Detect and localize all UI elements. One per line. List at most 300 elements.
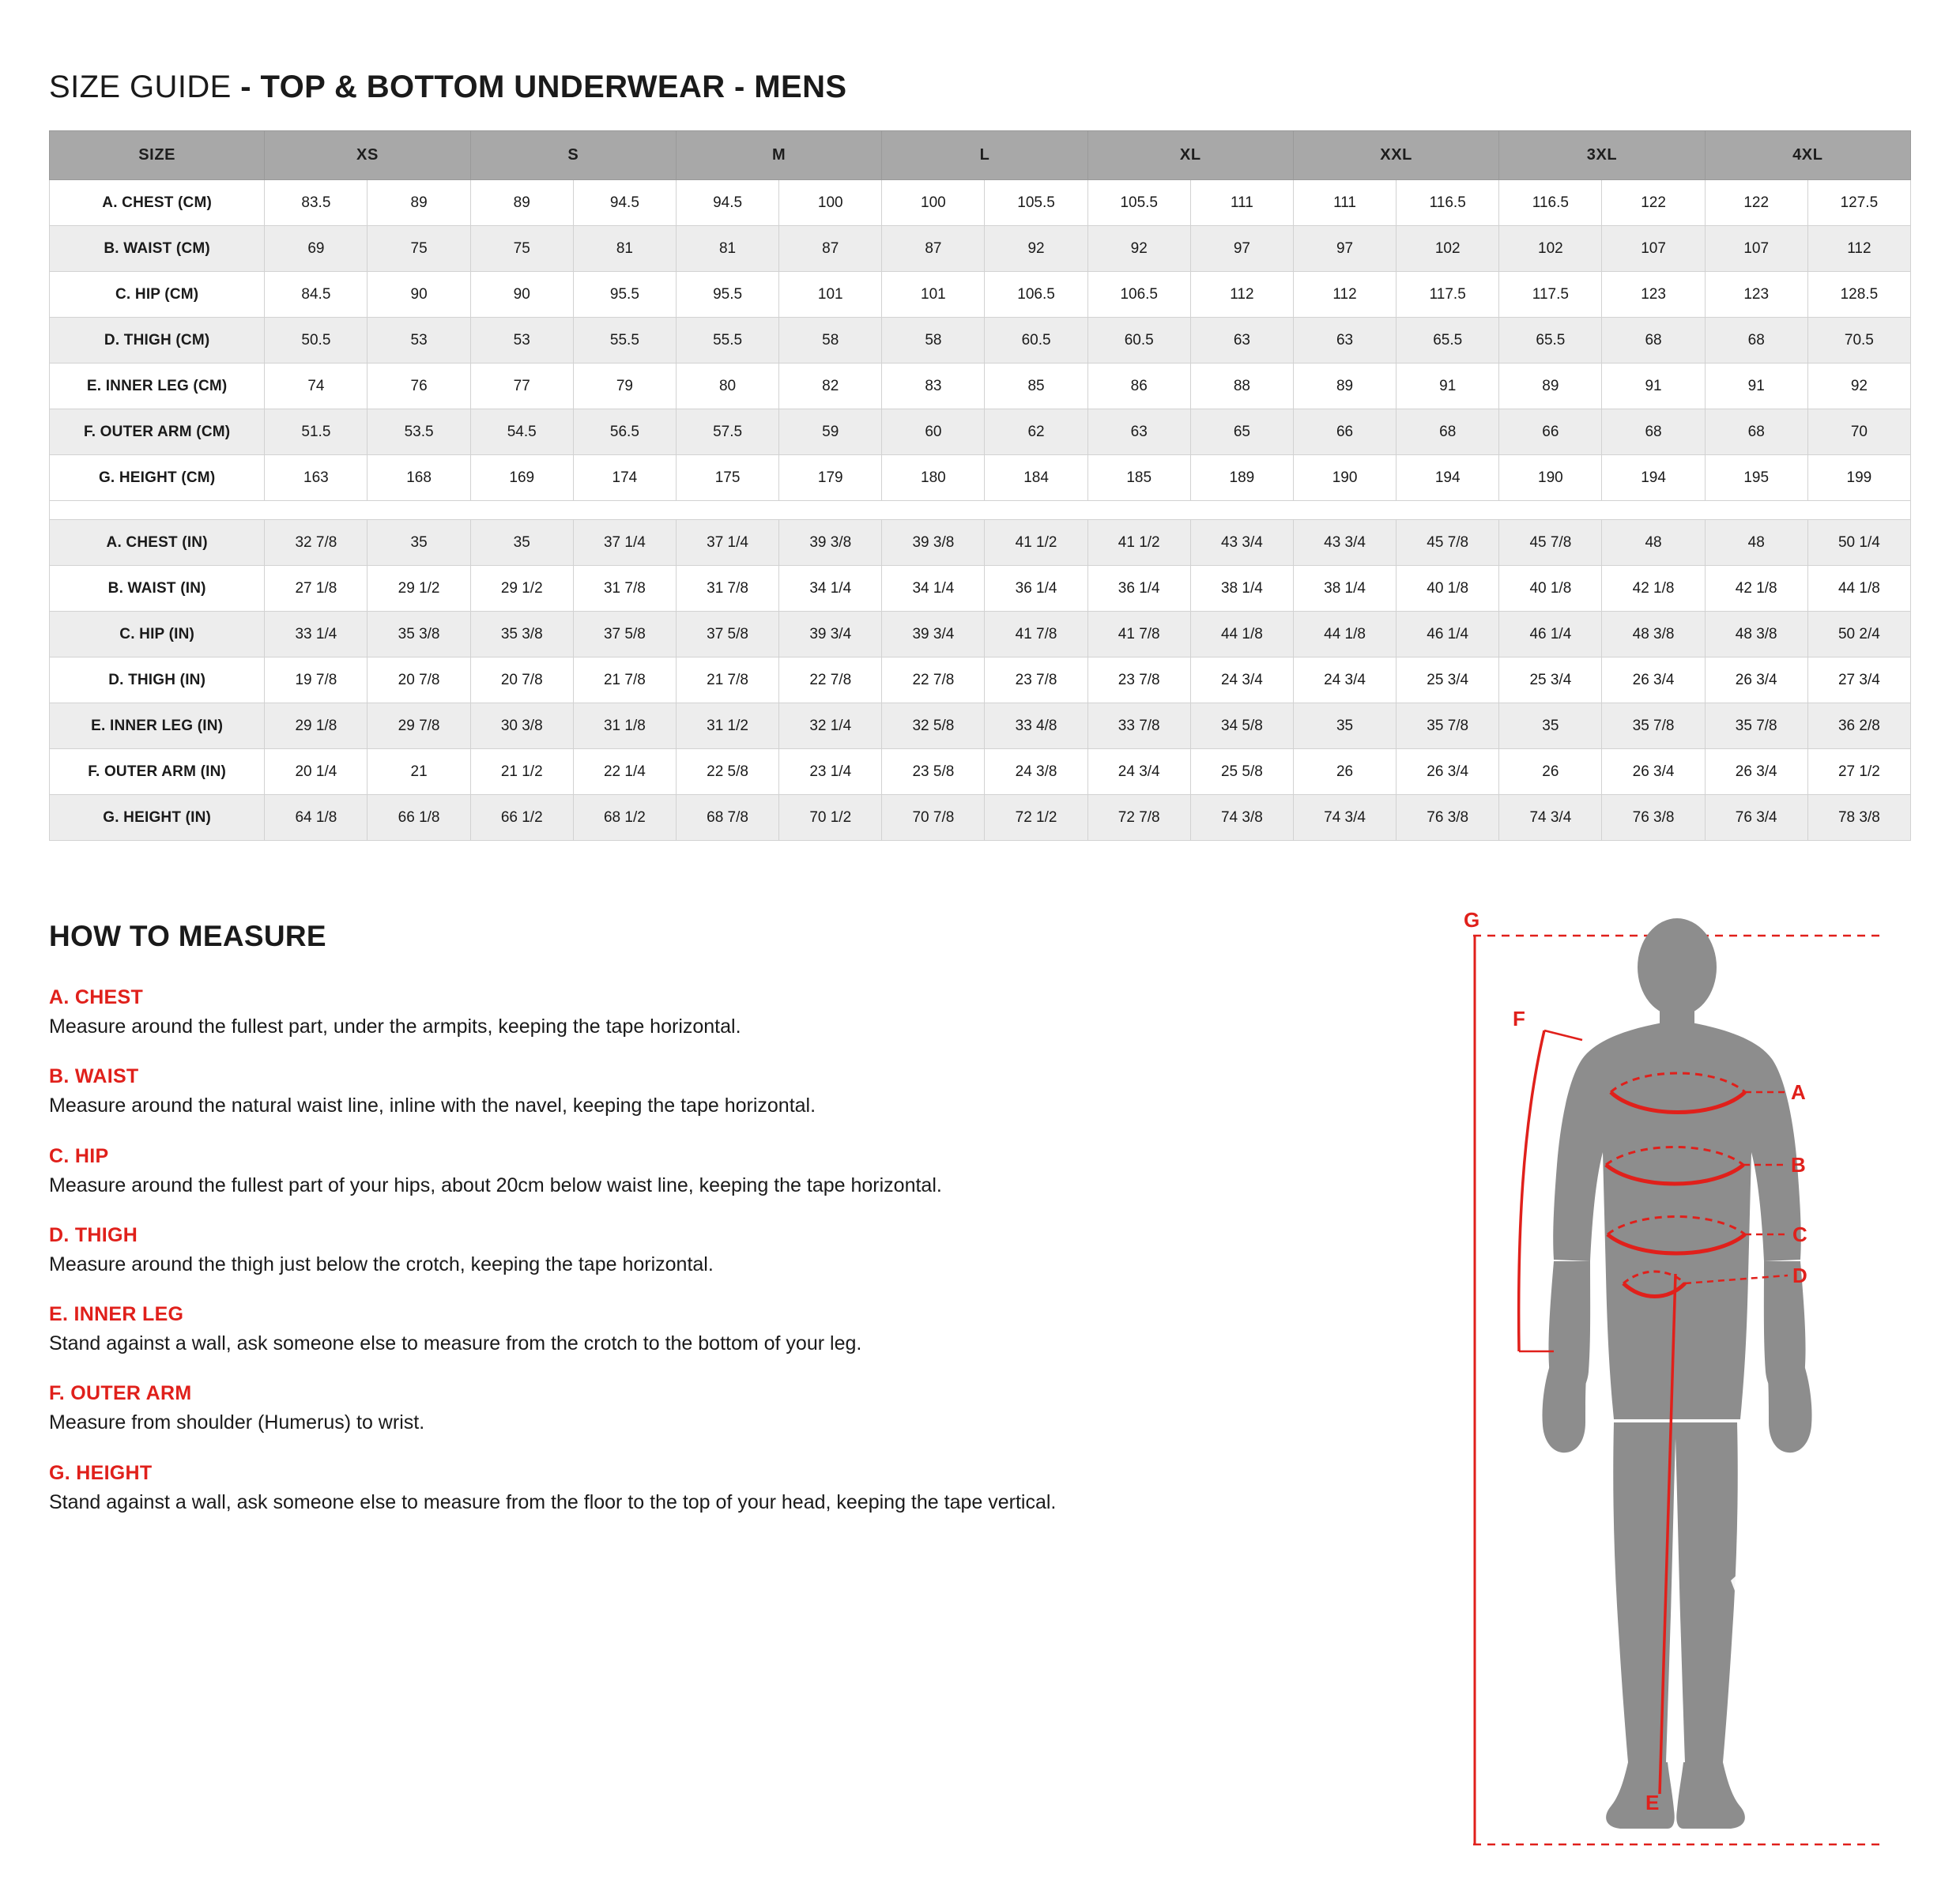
table-cell: 60.5 — [1087, 318, 1190, 364]
page-title — [49, 70, 1911, 105]
body-diagram-svg — [1456, 904, 1898, 1876]
table-cell: 194 — [1602, 455, 1705, 501]
table-cell: 44 1/8 — [1190, 612, 1293, 657]
row-label: F. OUTER ARM (IN) — [50, 749, 265, 795]
row-label: F. OUTER ARM (CM) — [50, 409, 265, 455]
table-cell: 72 1/2 — [985, 795, 1087, 841]
table-row — [50, 180, 1911, 226]
figure-label-d: D — [1792, 1264, 1807, 1287]
page-title-light: SIZE GUIDE — [49, 70, 232, 104]
table-cell: 35 — [1293, 703, 1396, 749]
table-cell: 163 — [265, 455, 368, 501]
table-cell: 105.5 — [985, 180, 1087, 226]
table-cell: 63 — [1087, 409, 1190, 455]
size-column-header-4xl: 4XL — [1705, 131, 1910, 180]
table-cell: 43 3/4 — [1293, 520, 1396, 566]
table-cell: 97 — [1293, 226, 1396, 272]
table-cell: 62 — [985, 409, 1087, 455]
table-cell: 25 3/4 — [1499, 657, 1602, 703]
table-cell: 41 1/2 — [985, 520, 1087, 566]
page-title-bold: - TOP & BOTTOM UNDERWEAR - MENS — [240, 70, 847, 104]
table-cell: 105.5 — [1087, 180, 1190, 226]
table-row — [50, 520, 1911, 566]
table-cell: 190 — [1293, 455, 1396, 501]
table-cell: 85 — [985, 364, 1087, 409]
table-cell: 74 3/4 — [1499, 795, 1602, 841]
table-cell: 100 — [779, 180, 882, 226]
table-cell: 58 — [882, 318, 985, 364]
table-cell: 35 7/8 — [1396, 703, 1499, 749]
row-label: G. HEIGHT (IN) — [50, 795, 265, 841]
table-cell: 101 — [779, 272, 882, 318]
table-cell: 26 3/4 — [1705, 749, 1807, 795]
table-cell: 92 — [1807, 364, 1910, 409]
table-cell: 43 3/4 — [1190, 520, 1293, 566]
table-cell: 55.5 — [573, 318, 676, 364]
table-cell: 179 — [779, 455, 882, 501]
table-row — [50, 409, 1911, 455]
table-cell: 25 5/8 — [1190, 749, 1293, 795]
table-cell: 185 — [1087, 455, 1190, 501]
table-row — [50, 749, 1911, 795]
size-column-header-l: L — [882, 131, 1087, 180]
table-cell: 83 — [882, 364, 985, 409]
table-cell: 91 — [1705, 364, 1807, 409]
table-cell: 60.5 — [985, 318, 1087, 364]
table-spacer-row — [50, 501, 1911, 520]
size-column-header-xxl: XXL — [1293, 131, 1498, 180]
figure-label-a: A — [1791, 1080, 1806, 1104]
table-cell: 68 — [1602, 318, 1705, 364]
table-cell: 95.5 — [573, 272, 676, 318]
measure-item-text: Stand against a wall, ask someone else to measure from the floor to the top of your head, keeping the tape vertical. — [49, 1490, 1057, 1513]
table-cell: 35 7/8 — [1705, 703, 1807, 749]
table-cell: 82 — [779, 364, 882, 409]
table-row — [50, 795, 1911, 841]
table-cell: 123 — [1602, 272, 1705, 318]
table-cell: 116.5 — [1396, 180, 1499, 226]
table-cell: 89 — [368, 180, 470, 226]
table-cell: 89 — [1499, 364, 1602, 409]
measure-item-heading: D. THIGH — [49, 1223, 138, 1246]
measure-item-text: Measure around the natural waist line, inline with the navel, keeping the tape horizontal. — [49, 1094, 816, 1117]
measure-item-heading: A. CHEST — [49, 986, 144, 1008]
table-cell: 106.5 — [985, 272, 1087, 318]
table-cell: 107 — [1602, 226, 1705, 272]
measure-item-text: Measure around the fullest part, under the armpits, keeping the tape horizontal. — [49, 1015, 741, 1038]
table-cell: 32 7/8 — [265, 520, 368, 566]
table-cell: 19 7/8 — [265, 657, 368, 703]
table-cell: 180 — [882, 455, 985, 501]
table-cell: 21 — [368, 749, 470, 795]
table-cell: 45 7/8 — [1396, 520, 1499, 566]
figure-label-e: E — [1645, 1791, 1660, 1814]
measure-item-heading: B. WAIST — [49, 1065, 139, 1088]
row-label: D. THIGH (IN) — [50, 657, 265, 703]
table-row — [50, 703, 1911, 749]
size-table — [49, 130, 1911, 841]
table-cell: 53.5 — [368, 409, 470, 455]
table-cell: 117.5 — [1499, 272, 1602, 318]
row-label: C. HIP (CM) — [50, 272, 265, 318]
table-cell: 94.5 — [676, 180, 778, 226]
table-cell: 57.5 — [676, 409, 778, 455]
table-cell: 81 — [676, 226, 778, 272]
measure-item-text: Measure around the fullest part of your hips, about 20cm below waist line, keeping the tape horizontal. — [49, 1174, 942, 1196]
table-cell: 111 — [1190, 180, 1293, 226]
table-cell: 40 1/8 — [1396, 566, 1499, 612]
table-cell: 25 3/4 — [1396, 657, 1499, 703]
table-cell: 20 7/8 — [368, 657, 470, 703]
table-cell: 38 1/4 — [1293, 566, 1396, 612]
table-cell: 22 1/4 — [573, 749, 676, 795]
table-cell: 92 — [1087, 226, 1190, 272]
measure-item-g-height — [49, 1462, 1456, 1515]
table-cell: 122 — [1602, 180, 1705, 226]
table-cell: 23 1/4 — [779, 749, 882, 795]
table-cell: 92 — [985, 226, 1087, 272]
table-cell: 26 3/4 — [1602, 657, 1705, 703]
measure-item-heading: E. INNER LEG — [49, 1303, 184, 1325]
table-cell: 41 7/8 — [985, 612, 1087, 657]
table-cell: 53 — [368, 318, 470, 364]
measure-item-heading: F. OUTER ARM — [49, 1382, 192, 1405]
row-label: D. THIGH (CM) — [50, 318, 265, 364]
table-cell: 76 3/8 — [1396, 795, 1499, 841]
table-cell: 39 3/8 — [779, 520, 882, 566]
table-cell: 74 3/4 — [1293, 795, 1396, 841]
table-cell: 40 1/8 — [1499, 566, 1602, 612]
table-cell: 35 3/8 — [368, 612, 470, 657]
table-cell: 122 — [1705, 180, 1807, 226]
measurement-figure — [1456, 904, 1898, 1876]
figure-label-b: B — [1791, 1153, 1806, 1177]
table-cell: 111 — [1293, 180, 1396, 226]
table-cell: 46 1/4 — [1499, 612, 1602, 657]
table-cell: 123 — [1705, 272, 1807, 318]
table-cell: 48 — [1602, 520, 1705, 566]
table-cell: 36 1/4 — [985, 566, 1087, 612]
table-cell: 78 3/8 — [1807, 795, 1910, 841]
table-cell: 26 — [1499, 749, 1602, 795]
table-cell: 74 3/8 — [1190, 795, 1293, 841]
table-cell: 107 — [1705, 226, 1807, 272]
table-cell: 44 1/8 — [1807, 566, 1910, 612]
table-cell: 112 — [1293, 272, 1396, 318]
table-cell: 56.5 — [573, 409, 676, 455]
table-cell: 39 3/8 — [882, 520, 985, 566]
table-cell: 66 1/2 — [470, 795, 573, 841]
table-cell: 31 1/8 — [573, 703, 676, 749]
table-cell: 66 — [1293, 409, 1396, 455]
table-cell: 70 7/8 — [882, 795, 985, 841]
table-cell: 65.5 — [1396, 318, 1499, 364]
table-cell: 29 1/2 — [368, 566, 470, 612]
table-cell: 24 3/4 — [1087, 749, 1190, 795]
table-cell: 26 3/4 — [1602, 749, 1705, 795]
row-label: E. INNER LEG (CM) — [50, 364, 265, 409]
table-cell: 70 1/2 — [779, 795, 882, 841]
table-cell: 34 1/4 — [882, 566, 985, 612]
table-cell: 91 — [1396, 364, 1499, 409]
table-cell: 112 — [1807, 226, 1910, 272]
table-cell: 63 — [1190, 318, 1293, 364]
table-cell: 29 7/8 — [368, 703, 470, 749]
table-cell: 76 3/8 — [1602, 795, 1705, 841]
figure-column — [1456, 896, 1911, 1876]
table-cell: 54.5 — [470, 409, 573, 455]
table-cell: 102 — [1396, 226, 1499, 272]
table-cell: 174 — [573, 455, 676, 501]
table-cell: 24 3/4 — [1190, 657, 1293, 703]
spacer-cell — [50, 501, 1911, 520]
row-label: A. CHEST (IN) — [50, 520, 265, 566]
table-cell: 91 — [1602, 364, 1705, 409]
table-cell: 64 1/8 — [265, 795, 368, 841]
how-to-measure-column — [49, 896, 1456, 1876]
table-cell: 37 1/4 — [676, 520, 778, 566]
measure-item-f-outer-arm — [49, 1382, 1456, 1435]
table-row — [50, 226, 1911, 272]
size-column-header-3xl: 3XL — [1499, 131, 1705, 180]
size-table-corner: SIZE — [50, 131, 265, 180]
table-cell: 21 7/8 — [676, 657, 778, 703]
table-cell: 39 3/4 — [882, 612, 985, 657]
table-cell: 51.5 — [265, 409, 368, 455]
table-cell: 23 5/8 — [882, 749, 985, 795]
measure-item-heading: G. HEIGHT — [49, 1461, 153, 1484]
figure-label-c: C — [1792, 1223, 1807, 1246]
table-cell: 41 7/8 — [1087, 612, 1190, 657]
table-cell: 29 1/2 — [470, 566, 573, 612]
measure-item-text: Stand against a wall, ask someone else to measure from the crotch to the bottom of your leg. — [49, 1332, 862, 1354]
table-row — [50, 318, 1911, 364]
table-cell: 80 — [676, 364, 778, 409]
size-column-header-s: S — [470, 131, 676, 180]
table-cell: 44 1/8 — [1293, 612, 1396, 657]
table-cell: 33 1/4 — [265, 612, 368, 657]
table-cell: 33 7/8 — [1087, 703, 1190, 749]
table-cell: 35 3/8 — [470, 612, 573, 657]
table-cell: 87 — [779, 226, 882, 272]
table-cell: 75 — [368, 226, 470, 272]
table-cell: 24 3/4 — [1293, 657, 1396, 703]
table-cell: 70.5 — [1807, 318, 1910, 364]
table-cell: 35 — [368, 520, 470, 566]
table-row — [50, 566, 1911, 612]
size-table-body — [50, 180, 1911, 841]
table-cell: 88 — [1190, 364, 1293, 409]
table-cell: 190 — [1499, 455, 1602, 501]
table-cell: 128.5 — [1807, 272, 1910, 318]
table-cell: 32 1/4 — [779, 703, 882, 749]
table-cell: 86 — [1087, 364, 1190, 409]
size-column-header-xs: XS — [265, 131, 470, 180]
table-cell: 195 — [1705, 455, 1807, 501]
table-cell: 33 4/8 — [985, 703, 1087, 749]
table-cell: 65 — [1190, 409, 1293, 455]
table-cell: 117.5 — [1396, 272, 1499, 318]
figure-label-f: F — [1513, 1007, 1525, 1030]
table-cell: 76 3/4 — [1705, 795, 1807, 841]
table-cell: 68 — [1396, 409, 1499, 455]
table-cell: 50.5 — [265, 318, 368, 364]
table-cell: 75 — [470, 226, 573, 272]
table-cell: 199 — [1807, 455, 1910, 501]
table-cell: 26 3/4 — [1705, 657, 1807, 703]
table-cell: 29 1/8 — [265, 703, 368, 749]
table-cell: 35 — [1499, 703, 1602, 749]
table-cell: 22 7/8 — [779, 657, 882, 703]
measure-item-b-waist — [49, 1065, 1456, 1118]
table-cell: 37 5/8 — [676, 612, 778, 657]
table-cell: 87 — [882, 226, 985, 272]
table-cell: 65.5 — [1499, 318, 1602, 364]
table-cell: 34 1/4 — [779, 566, 882, 612]
table-cell: 68 — [1705, 318, 1807, 364]
table-cell: 23 7/8 — [1087, 657, 1190, 703]
measure-item-text: Measure around the thigh just below the crotch, keeping the tape horizontal. — [49, 1253, 714, 1275]
table-cell: 60 — [882, 409, 985, 455]
table-cell: 24 3/8 — [985, 749, 1087, 795]
table-cell: 95.5 — [676, 272, 778, 318]
table-cell: 48 3/8 — [1602, 612, 1705, 657]
row-label: G. HEIGHT (CM) — [50, 455, 265, 501]
lower-section — [49, 896, 1911, 1876]
table-cell: 68 — [1705, 409, 1807, 455]
table-cell: 94.5 — [573, 180, 676, 226]
table-cell: 189 — [1190, 455, 1293, 501]
row-label: A. CHEST (CM) — [50, 180, 265, 226]
table-cell: 89 — [1293, 364, 1396, 409]
table-cell: 38 1/4 — [1190, 566, 1293, 612]
table-cell: 84.5 — [265, 272, 368, 318]
table-cell: 77 — [470, 364, 573, 409]
size-table-head — [50, 131, 1911, 180]
table-cell: 169 — [470, 455, 573, 501]
table-cell: 45 7/8 — [1499, 520, 1602, 566]
table-cell: 76 — [368, 364, 470, 409]
table-cell: 35 — [470, 520, 573, 566]
table-cell: 48 — [1705, 520, 1807, 566]
size-column-header-m: M — [676, 131, 881, 180]
table-cell: 26 3/4 — [1396, 749, 1499, 795]
table-cell: 37 1/4 — [573, 520, 676, 566]
how-to-measure-list — [49, 986, 1456, 1515]
table-cell: 83.5 — [265, 180, 368, 226]
table-cell: 127.5 — [1807, 180, 1910, 226]
table-cell: 175 — [676, 455, 778, 501]
measure-item-text: Measure from shoulder (Humerus) to wrist. — [49, 1411, 425, 1434]
table-cell: 97 — [1190, 226, 1293, 272]
table-cell: 41 1/2 — [1087, 520, 1190, 566]
table-cell: 42 1/8 — [1602, 566, 1705, 612]
table-cell: 184 — [985, 455, 1087, 501]
table-cell: 68 — [1602, 409, 1705, 455]
measure-item-a-chest — [49, 986, 1456, 1039]
table-cell: 112 — [1190, 272, 1293, 318]
table-cell: 50 2/4 — [1807, 612, 1910, 657]
table-cell: 100 — [882, 180, 985, 226]
table-cell: 27 3/4 — [1807, 657, 1910, 703]
table-row — [50, 364, 1911, 409]
table-cell: 48 3/8 — [1705, 612, 1807, 657]
table-cell: 37 5/8 — [573, 612, 676, 657]
table-cell: 31 1/2 — [676, 703, 778, 749]
table-cell: 81 — [573, 226, 676, 272]
figure-label-g: G — [1464, 908, 1480, 932]
table-cell: 90 — [470, 272, 573, 318]
row-label: B. WAIST (CM) — [50, 226, 265, 272]
table-cell: 63 — [1293, 318, 1396, 364]
table-cell: 36 1/4 — [1087, 566, 1190, 612]
how-to-measure-heading: HOW TO MEASURE — [49, 920, 326, 952]
table-cell: 46 1/4 — [1396, 612, 1499, 657]
table-cell: 69 — [265, 226, 368, 272]
measure-item-e-inner-leg — [49, 1303, 1456, 1356]
table-cell: 58 — [779, 318, 882, 364]
table-cell: 101 — [882, 272, 985, 318]
table-row — [50, 272, 1911, 318]
table-cell: 70 — [1807, 409, 1910, 455]
table-cell: 20 7/8 — [470, 657, 573, 703]
row-label: E. INNER LEG (IN) — [50, 703, 265, 749]
row-label: B. WAIST (IN) — [50, 566, 265, 612]
table-cell: 53 — [470, 318, 573, 364]
table-cell: 23 7/8 — [985, 657, 1087, 703]
table-cell: 26 — [1293, 749, 1396, 795]
table-cell: 116.5 — [1499, 180, 1602, 226]
table-cell: 39 3/4 — [779, 612, 882, 657]
table-row — [50, 612, 1911, 657]
table-cell: 90 — [368, 272, 470, 318]
table-cell: 68 7/8 — [676, 795, 778, 841]
table-cell: 50 1/4 — [1807, 520, 1910, 566]
table-cell: 68 1/2 — [573, 795, 676, 841]
measure-item-c-hip — [49, 1145, 1456, 1198]
table-cell: 66 — [1499, 409, 1602, 455]
table-cell: 36 2/8 — [1807, 703, 1910, 749]
table-cell: 106.5 — [1087, 272, 1190, 318]
table-cell: 27 1/2 — [1807, 749, 1910, 795]
table-cell: 74 — [265, 364, 368, 409]
measure-item-d-thigh — [49, 1224, 1456, 1277]
table-cell: 72 7/8 — [1087, 795, 1190, 841]
measure-item-heading: C. HIP — [49, 1144, 109, 1167]
table-cell: 32 5/8 — [882, 703, 985, 749]
row-label: C. HIP (IN) — [50, 612, 265, 657]
table-cell: 66 1/8 — [368, 795, 470, 841]
table-cell: 21 7/8 — [573, 657, 676, 703]
table-cell: 89 — [470, 180, 573, 226]
table-cell: 22 5/8 — [676, 749, 778, 795]
table-cell: 55.5 — [676, 318, 778, 364]
table-cell: 34 5/8 — [1190, 703, 1293, 749]
table-cell: 35 7/8 — [1602, 703, 1705, 749]
table-cell: 21 1/2 — [470, 749, 573, 795]
table-cell: 102 — [1499, 226, 1602, 272]
table-cell: 31 7/8 — [676, 566, 778, 612]
table-row — [50, 657, 1911, 703]
table-cell: 42 1/8 — [1705, 566, 1807, 612]
table-cell: 22 7/8 — [882, 657, 985, 703]
table-cell: 30 3/8 — [470, 703, 573, 749]
size-column-header-xl: XL — [1087, 131, 1293, 180]
table-cell: 27 1/8 — [265, 566, 368, 612]
table-cell: 79 — [573, 364, 676, 409]
table-cell: 194 — [1396, 455, 1499, 501]
table-row — [50, 455, 1911, 501]
